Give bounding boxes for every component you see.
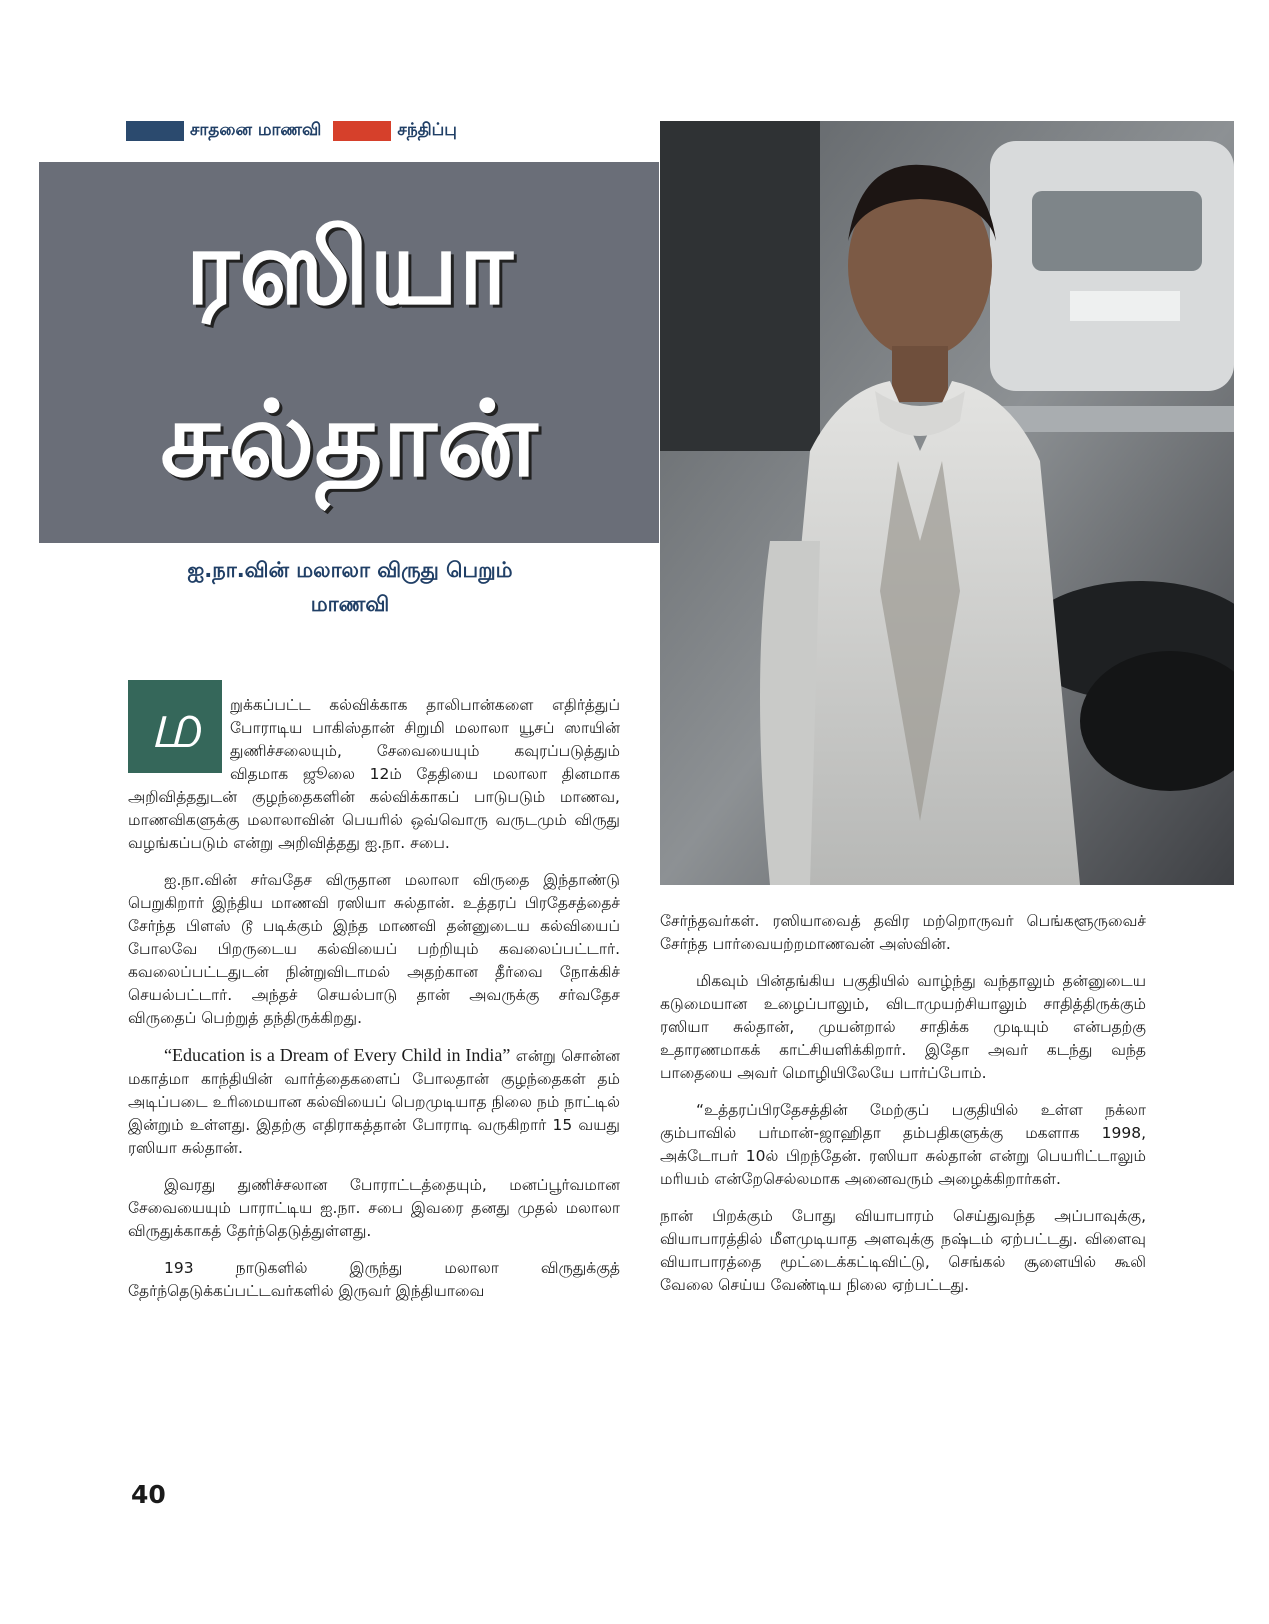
- left-paragraph-1: [128, 689, 620, 855]
- left-paragraph-3: [128, 1044, 620, 1160]
- left-column: [128, 689, 620, 1317]
- left-paragraph-5: 193 நாடுகளில் இருந்து மலாலா விருதுக்குத் தேர்ந்தெடுக்கப்பட்டவர்களில் இருவர் இந்தியாவை: [128, 1259, 620, 1300]
- portrait-photo: [660, 121, 1234, 885]
- section-label-interview: சந்திப்பு: [397, 120, 457, 140]
- left-paragraph-3-text: என்று சொன்ன மகாத்மா காந்தியின் வார்த்தைகளைப் போலதான் குழந்தைகள் தம் அடிப்படை உரிமையான கல்வியைப் பெறமுடியாத நிலை நம் நாட்டில் இன்றும் உள்ளது. இதற்கு எதிராகத்தான் போராடி வருகிறார் 15 வயது ரஸியா சுல்தான்.: [128, 1047, 620, 1157]
- left-paragraph-1-text: றுக்கப்பட்ட கல்விக்காக தாலிபான்களை எதிர்த்துப் போராடிய பாகிஸ்தான் சிறுமி மலாலா யூசப் ஸாயின் துணிச்சலையும், சேவையையும் கவுரப்படுத்தும் விதமாக ஜூலை 12ம் தேதியை மலாலா தினமாக அறிவித்ததுடன் குழந்தைகளின் கல்விக்காகப் பாடுபடும் மாணவ, மாணவிகளுக்கு மலாலாவின் பெயரில் ஒவ்வொரு வருடமும் விருது வழங்கப்படும் என்று அறிவித்தது ஐ.நா. சபை.: [128, 696, 620, 852]
- title-line-1: ரஸியா: [185, 204, 513, 328]
- section-label-achiever: சாதனை மாணவி: [190, 120, 322, 140]
- right-paragraph-4: நான் பிறக்கும் போது வியாபாரம் செய்துவந்த அப்பாவுக்கு, வியாபாரத்தில் மீளமுடியாத அளவுக்கு நஷ்டம் ஏற்பட்டது. விளைவு வியாபாரத்தை மூட்டைக்கட்டிவிட்டு, செங்கல் சூளையில் கூலி வேலை செய்ய வேண்டிய நிலை ஏற்பட்டது.: [660, 1207, 1146, 1294]
- right-paragraph-3: “உத்தரப்பிரதேசத்தின் மேற்குப் பகுதியில் உள்ள நக்லா கும்பாவில் பர்மான்-ஜாஹிதா தம்பதிகளுக்கு மகளாக 1998, அக்டோபர் 10ல் பிறந்தேன். ரஸியா சுல்தான் என்று பெயரிட்டாலும் மரியம் என்றேசெல்லமாக அனைவரும் அழைக்கிறார்கள்.: [660, 1101, 1146, 1188]
- right-paragraph-1: சேர்ந்தவர்கள். ரஸியாவைத் தவிர மற்றொருவர் பெங்களூருவைச் சேர்ந்த பார்வையற்றமாணவன் அஸ்வின்.: [660, 912, 1146, 953]
- gandhi-quote: “Education is a Dream of Every Child in India”: [164, 1045, 511, 1065]
- subtitle-line-2: மாணவி: [310, 592, 390, 616]
- left-paragraph-4: இவரது துணிச்சலான போராட்டத்தையும், மனப்பூர்வமான சேவையையும் பாராட்டிய ஐ.நா. சபை இவரை தனது முதல் மலாலா விருதுக்காகத் தேர்ந்தெடுத்துள்ளது.: [128, 1176, 620, 1240]
- right-column: [660, 910, 1146, 1311]
- subtitle-line-1: ஐ.நா.வின் மலாலா விருது பெறும்: [187, 558, 513, 582]
- section-swatch-red: [333, 121, 391, 141]
- subtitle: [150, 553, 550, 621]
- section-header: [126, 119, 463, 143]
- right-paragraph-2: மிகவும் பின்தங்கிய பகுதியில் வாழ்ந்து வந்தாலும் தன்னுடைய கடுமையான உழைப்பாலும், விடாமுயற்சியாலும் சாதித்திருக்கும் ரஸியா சுல்தான், முயன்றால் சாதிக்க முடியும் என்பதற்கு உதாரணமாகக் காட்சியளிக்கிறார். இதோ அவர் கடந்து வந்த பாதையை அவர் மொழியிலேயே பார்ப்போம்.: [660, 972, 1146, 1082]
- title-box: [39, 162, 659, 543]
- title-line-2: சுல்தான்: [160, 376, 538, 500]
- left-paragraph-2: ஐ.நா.வின் சர்வதேச விருதான மலாலா விருதை இந்தாண்டு பெறுகிறார் இந்திய மாணவி ரஸியா சுல்தான். உத்தரப் பிரதேசத்தைச் சேர்ந்த பிளஸ் டூ படிக்கும் இந்த மாணவி தன்னுடைய கல்வியைப் போலவே பிறருடைய கல்வியைப் பற்றியும் கவலைப்பட்டார். கவலைப்பட்டதுடன் நின்றுவிடாமல் அதற்கான தீர்வை நோக்கிச் செயல்பட்டார். அந்தச் செயல்பாடு தான் அவருக்கு சர்வதேச விருதைப் பெற்றுத் தந்திருக்கிறது.: [128, 871, 620, 1027]
- section-swatch-blue: [126, 121, 184, 141]
- page-number: 40: [131, 1480, 166, 1509]
- portrait-photo-graphic: [660, 121, 1234, 885]
- dropcap: ம: [128, 680, 222, 773]
